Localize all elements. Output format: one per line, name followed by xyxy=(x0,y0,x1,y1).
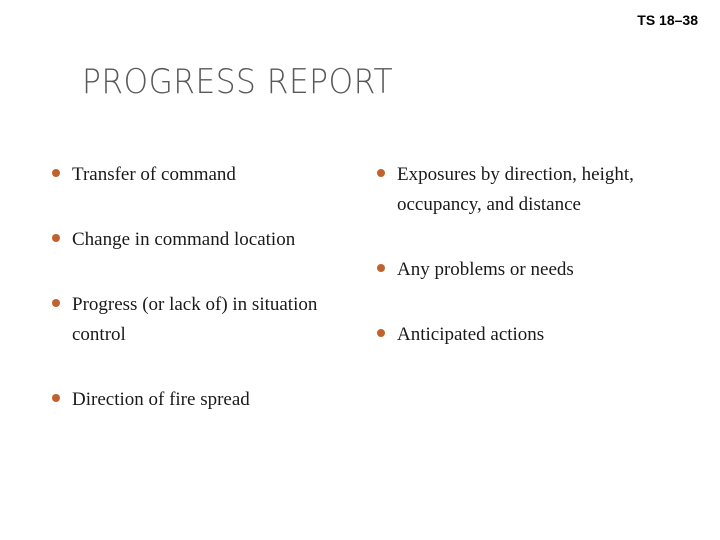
bullet-text: Progress (or lack of) in situation control xyxy=(72,294,318,345)
bullet-item xyxy=(373,320,693,350)
slide-title: PROGRESS REPORT xyxy=(82,62,394,102)
bullet-dot-icon xyxy=(52,299,60,307)
bullet-text: Change in command location xyxy=(72,229,296,250)
right-bullet-list xyxy=(373,160,693,385)
bullet-item xyxy=(373,255,693,285)
bullet-text: Exposures by direction, height, occupancy, and distance xyxy=(397,164,634,215)
bullet-dot-icon xyxy=(52,394,60,402)
left-bullet-list xyxy=(48,160,358,450)
bullet-dot-icon xyxy=(52,169,60,177)
bullet-dot-icon xyxy=(52,234,60,242)
bullet-text: Transfer of command xyxy=(72,164,236,185)
bullet-dot-icon xyxy=(377,329,385,337)
bullet-item xyxy=(48,290,358,350)
bullet-text: Direction of fire spread xyxy=(72,389,250,410)
bullet-dot-icon xyxy=(377,169,385,177)
bullet-item xyxy=(373,160,693,220)
slide-number: TS 18–38 xyxy=(637,12,698,28)
bullet-text: Anticipated actions xyxy=(397,324,545,345)
bullet-text: Any problems or needs xyxy=(397,259,574,280)
bullet-item xyxy=(48,160,358,190)
bullet-dot-icon xyxy=(377,264,385,272)
bullet-item xyxy=(48,385,358,415)
bullet-item xyxy=(48,225,358,255)
